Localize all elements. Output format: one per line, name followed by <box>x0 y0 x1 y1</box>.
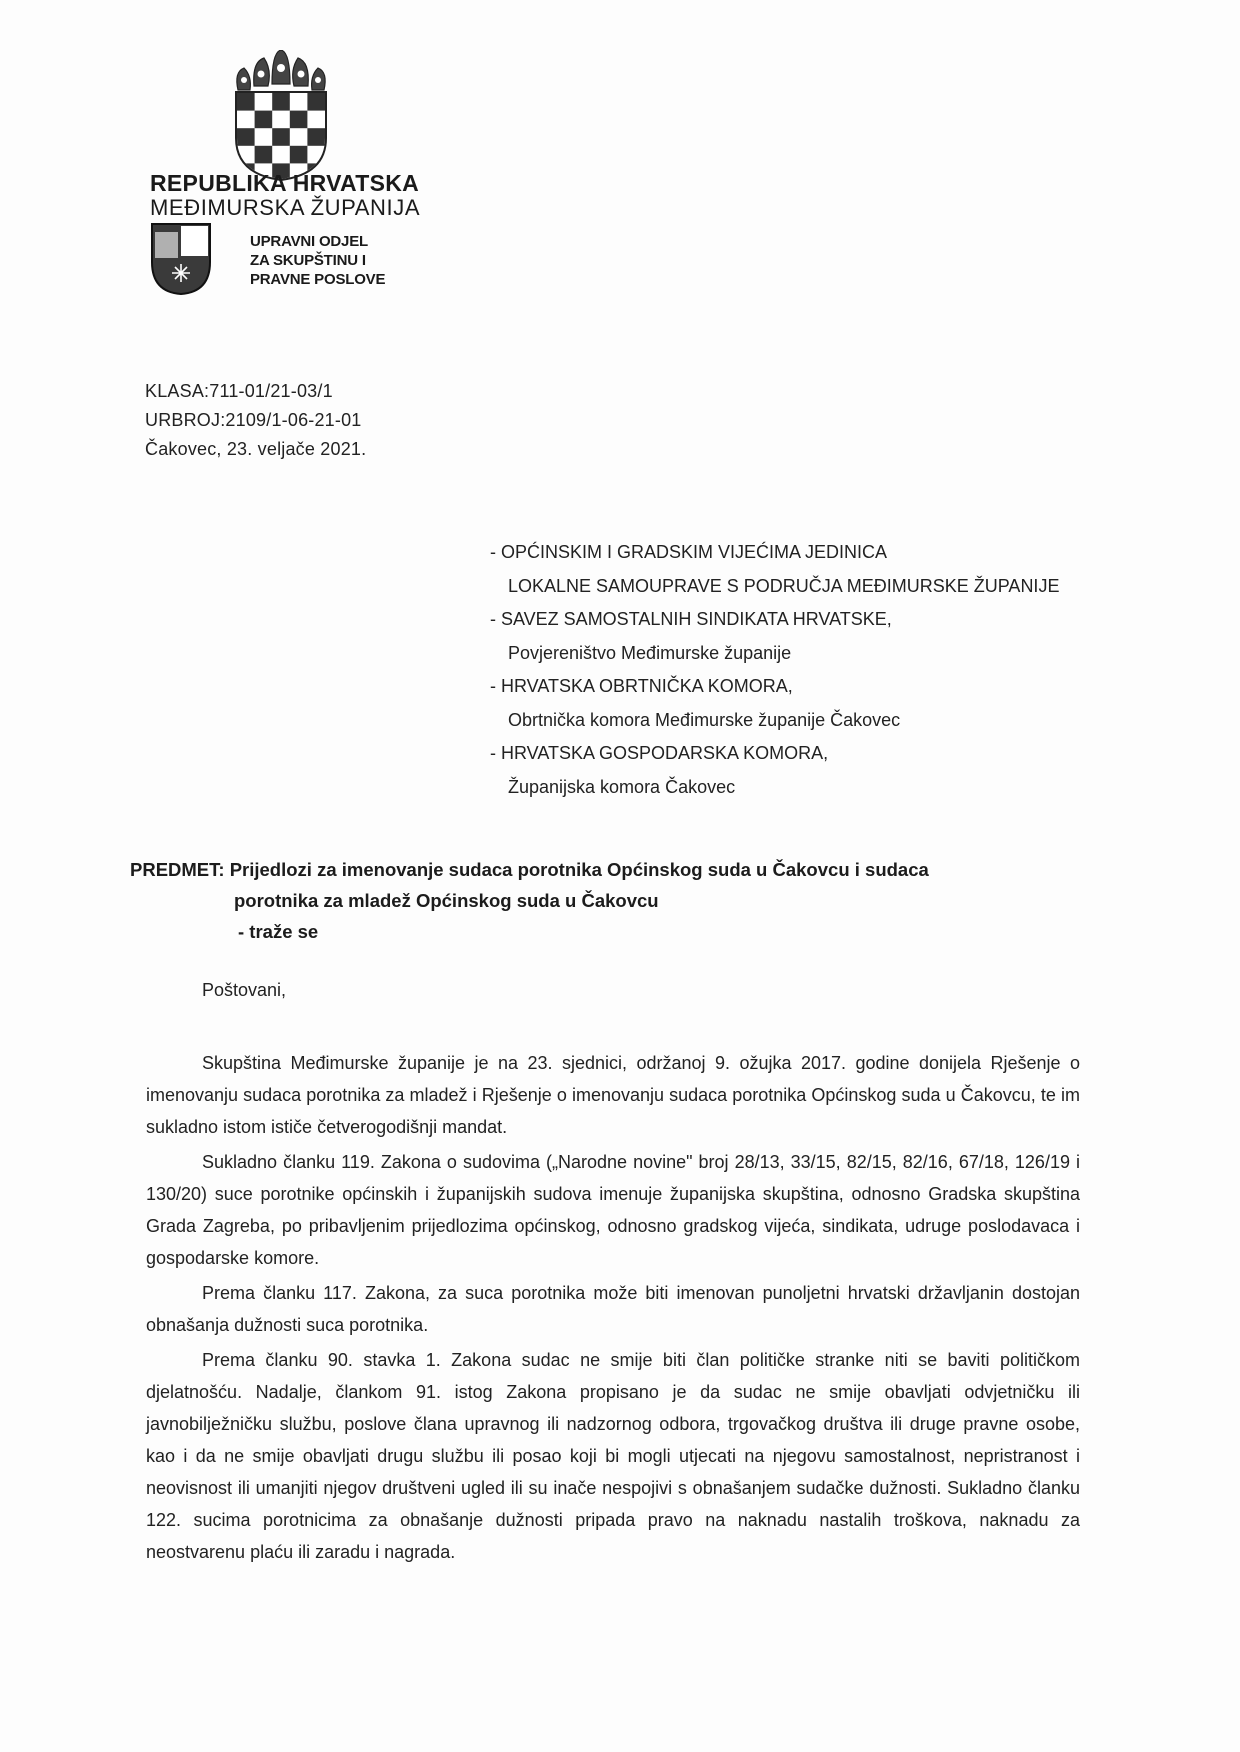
salutation: Poštovani, <box>202 980 287 1000</box>
recipient-line: Županijska komora Čakovec <box>508 776 736 797</box>
department-line-2: ZA SKUPŠTINU I <box>250 252 366 269</box>
subject-block <box>130 854 929 947</box>
recipient-line: - HRVATSKA GOSPODARSKA KOMORA, <box>490 743 829 763</box>
department-line-3: PRAVNE POSLOVE <box>250 271 386 288</box>
recipient-line: LOKALNE SAMOUPRAVE S PODRUČJA MEĐIMURSKE ŽUPANIJE <box>508 575 1060 596</box>
subject-line-3: - traže se <box>238 921 319 942</box>
county-coat-of-arms-icon <box>150 222 212 296</box>
urbroj-line: URBROJ:2109/1-06-21-01 <box>145 410 362 430</box>
body-paragraph: Sukladno članku 119. Zakona o sudovima („Narodne novine" broj 28/13, 33/15, 82/15, 82/16, 67/18, 126/19 i 130/20) suce porotnike općinskih i županijskih sudova imenuje županijska skupština, odnosno Gradska skupština Grada Zagreba, po pribavljenim prijedlozima općinskog, odnosno gradskog vijeća, sindikata, udruge poslodavaca i gospodarske komore. <box>146 1152 1080 1268</box>
recipient-line: - SAVEZ SAMOSTALNIH SINDIKATA HRVATSKE, <box>490 609 892 629</box>
body-paragraph: Prema članku 117. Zakona, za suca porotnika može biti imenovan punoljetni hrvatski državljanin dostojan obnašanja dužnosti suca porotnika. <box>146 1283 1080 1335</box>
klasa-line: KLASA:711-01/21-03/1 <box>145 381 333 401</box>
department-line-1: UPRAVNI ODJEL <box>250 233 368 250</box>
country-name: REPUBLIKA HRVATSKA <box>150 170 420 196</box>
recipient-line: Povjereništvo Međimurske županije <box>508 642 792 663</box>
body-paragraph: Prema članku 90. stavka 1. Zakona sudac ne smije biti član političke stranke niti se baviti političkom djelatnošću. Nadalje, člankom 91. istog Zakona propisano je da sudac ne smije obavljati odvjetničku ili javnobilježničku službu, poslove člana upravnog ili nadzornog odbora, trgovačkog društva ili druge pravne osobe, kao i da ne smije obavljati drugu službu ili posao koji bi mogli utjecati na njegovu samostalnost, nepristranost i neovisnost ili umanjiti njegov društveni ugled ili su inače nespojivi s obnašanjem sudačke dužnosti. Sukladno članku 122. sucima porotnicima za obnašanje dužnosti pripada pravo na naknadu nastalih troškova, naknadu za neostvarenu plaću ili zaradu i nagrada. <box>146 1350 1080 1562</box>
body-paragraph: Skupština Međimurske županije je na 23. sjednici, održanoj 9. ožujka 2017. godine donijela Rješenje o imenovanju sudaca porotnika za mladež i Rješenje o imenovanju sudaca porotnika Općinskog suda u Čakovcu, te im sukladno istom ističe četverogodišnji mandat. <box>146 1053 1080 1137</box>
recipient-line: Obrtnička komora Međimurske županije Čakovec <box>508 709 901 730</box>
subject-line-2: porotnika za mladež Općinskog suda u Čakovcu <box>234 890 659 911</box>
county-name: MEĐIMURSKA ŽUPANIJA <box>150 195 421 220</box>
recipients-list <box>490 536 1059 804</box>
subject-label: PREDMET: <box>130 859 225 880</box>
recipient-line: - HRVATSKA OBRTNIČKA KOMORA, <box>490 676 793 696</box>
recipient-line: - OPĆINSKIM I GRADSKIM VIJEĆIMA JEDINICA <box>490 542 888 562</box>
letter-body <box>146 1047 1080 1571</box>
place-date-line: Čakovec, 23. veljače 2021. <box>145 439 367 459</box>
reference-block <box>145 377 366 464</box>
croatian-coat-of-arms-icon <box>232 50 330 182</box>
subject-line-1: Prijedlozi za imenovanje sudaca porotnika Općinskog suda u Čakovcu i sudaca <box>229 859 929 880</box>
department-name <box>250 232 385 289</box>
